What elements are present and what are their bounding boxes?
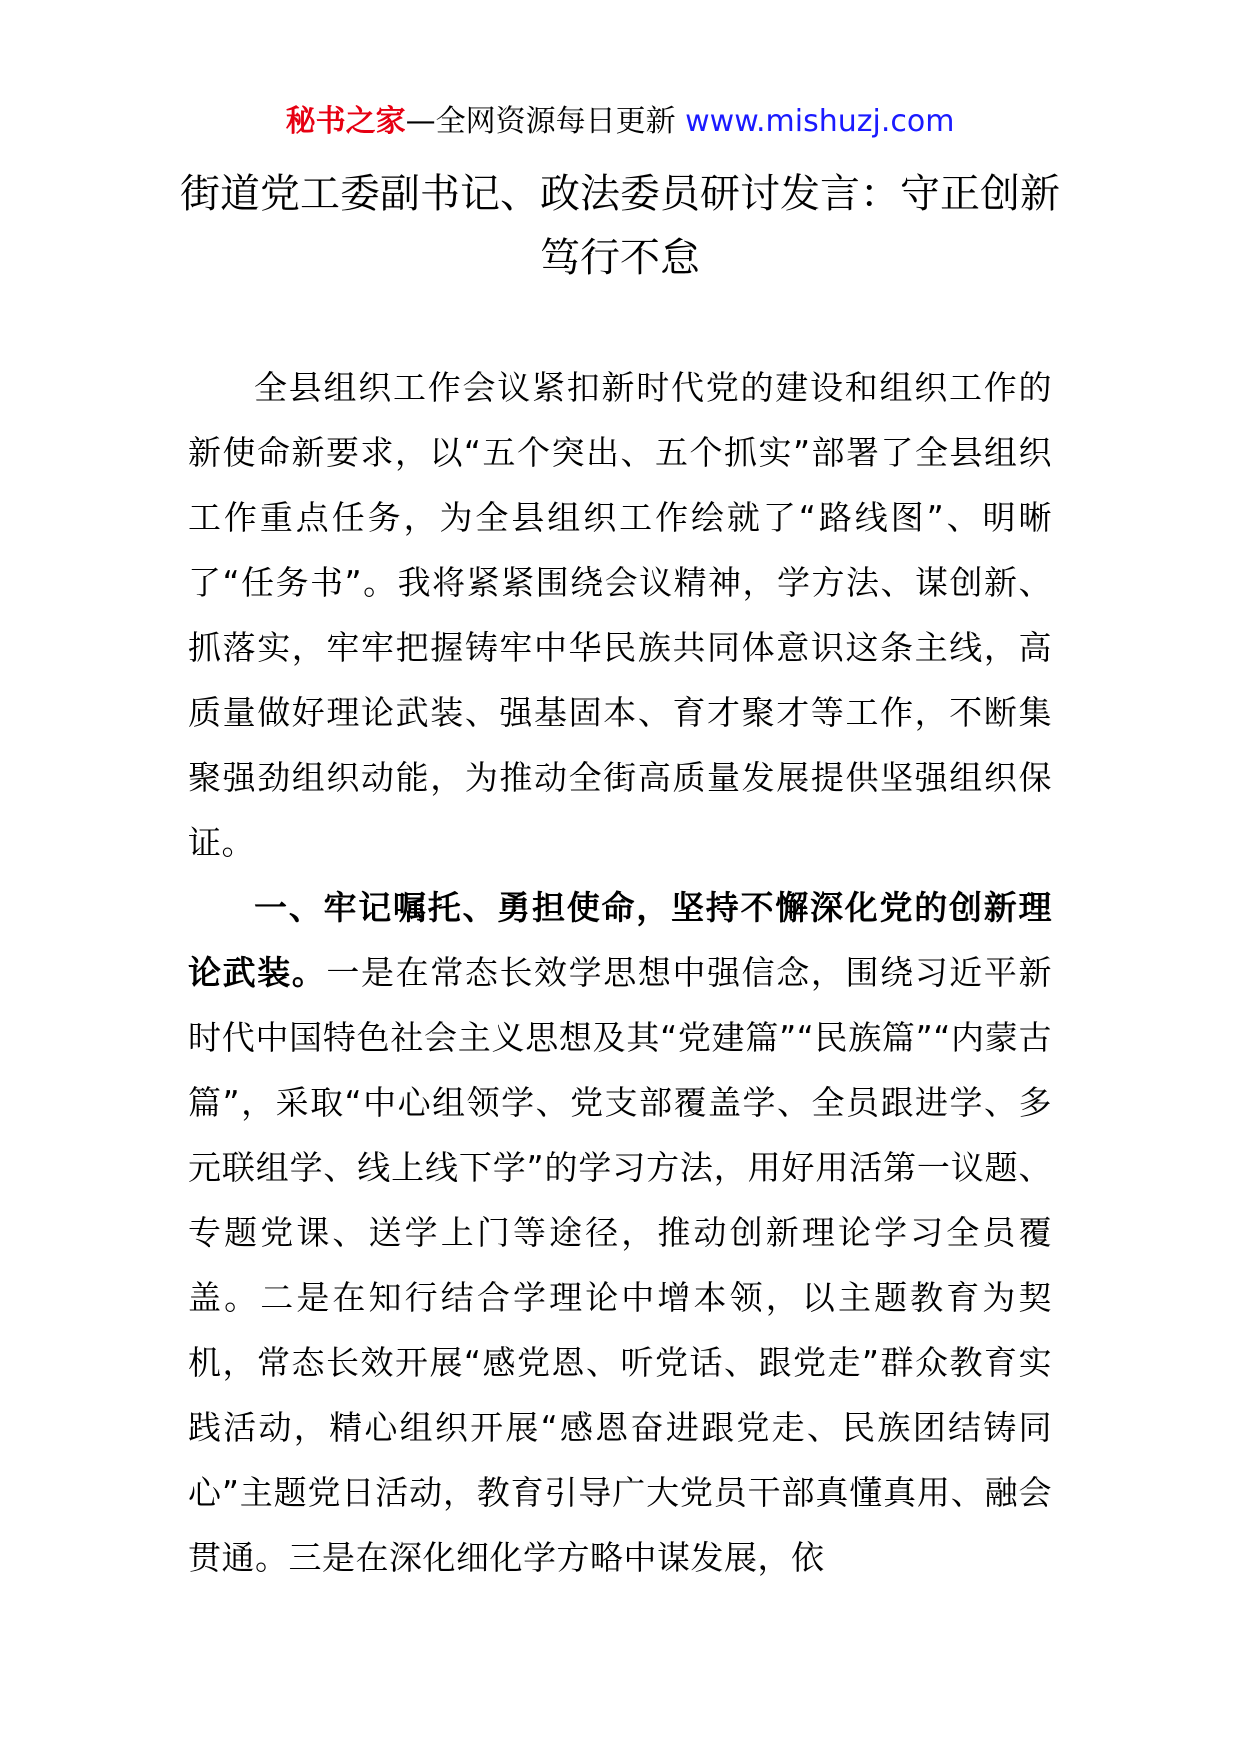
header-tagline: —全网资源每日更新 (405, 104, 676, 139)
paragraph-intro-text: 全县组织工作会议紧扣新时代党的建设和组织工作的新使命新要求，以“五个突出、五个抓实”部署了全县组织工作重点任务，为全县组织工作绘就了“路线图”、明晰了“任务书”。我将紧紧围绕会议精神，学方法、谋创新、抓落实，牢牢把握铸牢中华民族共同体意识这条主线，高质量做好理论武装、强基固本、育才聚才等工作，不断集聚强劲组织动能，为推动全街高质量发展提供坚强组织保证。 (188, 368, 1052, 862)
section-one-text: 一是在常态长效学思想中强信念，围绕习近平新时代中国特色社会主义思想及其“党建篇”“民族篇”“内蒙古篇”，采取“中心组领学、党支部覆盖学、全员跟进学、多元联组学、线上线下学”的学习方法，用好用活第一议题、专题党课、送学上门等途径，推动创新理论学习全员覆盖。二是在知行结合学理论中增本领，以主题教育为契机，常态长效开展“感党恩、听党话、跟党走”群众教育实践活动，精心组织开展“感恩奋进跟党走、民族团结铸同心”主题党日活动，教育引导广大党员干部真懂真用、融会贯通。三是在深化细化学方略中谋发展，依 (188, 953, 1053, 1577)
paragraph-section-one (188, 875, 1052, 1590)
section-one-heading: 一、牢记嘱托、勇担使命，坚持不懈深化党的创新理论武装。 (188, 888, 1052, 992)
paragraph-intro (188, 355, 1052, 875)
site-url-link[interactable]: www.mishuzj.com (685, 104, 955, 139)
document-body (188, 355, 1052, 1590)
document-title: 街道党工委副书记、政法委员研讨发言：守正创新笃行不怠 (180, 171, 1060, 281)
brand-name[interactable]: 秘书之家 (285, 104, 406, 139)
site-header (0, 100, 1240, 144)
